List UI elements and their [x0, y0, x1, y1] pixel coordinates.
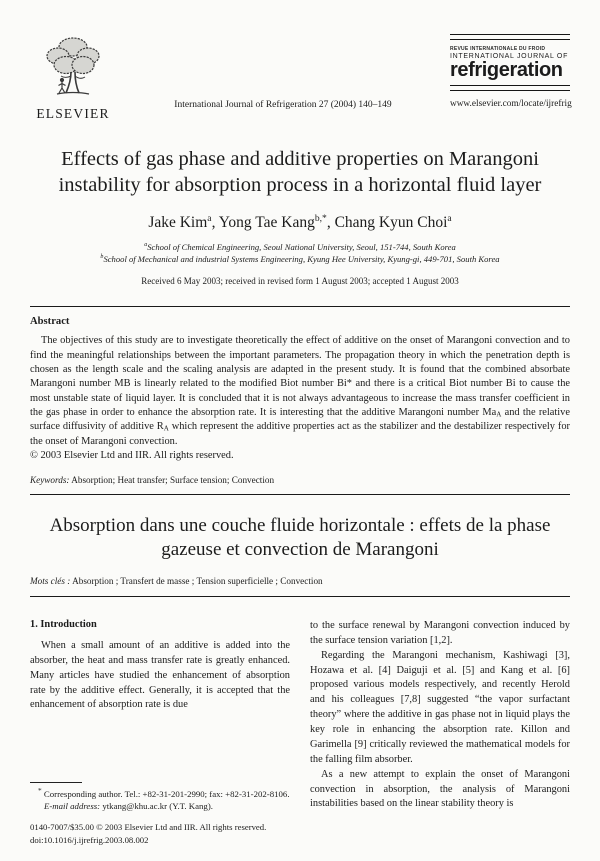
intro-paragraph: As a new attempt to explain the onset of Marangoni convection in absorption, the analysis of Marangoni instabilities based on the linear stability theory is	[310, 768, 570, 810]
journal-website-link[interactable]: www.elsevier.com/locate/ijrefrig	[450, 98, 572, 109]
intro-paragraph: When a small amount of an additive is added into the absorber, the heat and mass transfer rate is greatly enhanced. Many articles have studied the enhancement of absorption rate by the additive effect. Generally, it is accepted that the enhancement of absorption rate is due	[30, 639, 290, 711]
mots-cles-label: Mots clés :	[30, 575, 71, 586]
affiliation-mark: a	[144, 242, 148, 249]
section-rule	[30, 306, 570, 307]
section-rule	[30, 596, 570, 597]
copyright-line: © 2003 Elsevier Ltd and IIR. All rights reserved.	[30, 450, 234, 462]
author-affiliation-mark: b,*	[314, 213, 327, 225]
journal-citation: International Journal of Refrigeration 27 (2004) 140–149	[174, 100, 392, 110]
keywords-line	[30, 475, 570, 485]
author-affiliation-mark: a	[207, 213, 212, 225]
abstract-part: The objectives of this study are to investigate theoretically the effect of additive on the onset of Marangoni convection and to find the meaningful relationships between the important parameters. The propagation theory in which the penetration depth is chosen as the length scale and the scaling analysis are adapted in the present study. It is found that the combined absorbate Marangoni number MB is linearly related to the modified Biot number Bi* and there is a critical Biot number Bi to cause the most unstable state of liquid layer. It is concluded that it is not always advantageous to increase the mass transfer coefficient in the gas phase in order to enhance the absorption rate. It is interesting that the additive Marangoni number Ma	[30, 335, 570, 419]
affiliation-line	[30, 253, 570, 265]
keywords-text: Absorption; Heat transfer; Surface tension; Convection	[69, 474, 275, 485]
affiliation-line	[30, 241, 570, 253]
affiliation-mark: b	[100, 254, 104, 261]
double-rule-bottom	[450, 85, 570, 91]
affiliation-text: School of Mechanical and industrial Systems Engineering, Kyung Hee University, Kyung-gi, 449-701, South Korea	[103, 254, 500, 265]
abstract-text	[30, 334, 570, 449]
author-separator: ,	[326, 214, 335, 232]
elsevier-tree-icon	[42, 87, 104, 104]
journal-tagline-en: INTERNATIONAL JOURNAL OF	[450, 53, 569, 60]
abstract-subscript: A	[496, 410, 502, 419]
keywords-label: Keywords:	[30, 474, 70, 485]
footnote-text	[30, 786, 290, 800]
page-footer	[30, 821, 570, 846]
journal-tagline-fr: REVUE INTERNATIONALE DU FROID	[450, 45, 546, 52]
abstract-subscript: A	[163, 424, 169, 433]
author-name: Jake Kim	[148, 214, 208, 232]
abstract-part: and the relative surface diffusivity of additive R	[30, 407, 570, 433]
french-title: Absorption dans une couche fluide horizontale : effets de la phase gazeuse et convection de Marangoni	[49, 514, 551, 561]
email-label: E-mail address:	[44, 801, 101, 812]
issn-copyright-line: 0140-7007/$35.00 © 2003 Elsevier Ltd and IIR. All rights reserved.	[30, 822, 267, 833]
publisher-name: ELSEVIER	[36, 106, 110, 121]
article-body	[30, 619, 570, 812]
mots-cles-line	[30, 576, 570, 586]
author-affiliation-mark: a	[447, 213, 452, 225]
left-column	[30, 619, 290, 812]
section-rule	[30, 494, 570, 495]
introduction-heading: 1. Introduction	[30, 618, 97, 630]
double-rule-top	[450, 34, 570, 40]
corresponding-author-footnote	[30, 782, 290, 812]
footnote-star: *	[38, 786, 42, 796]
page-header	[30, 34, 570, 122]
intro-paragraph: Regarding the Marangoni mechanism, Kashiwagi [3], Hozawa et al. [4] Daiguji et al. [5] and Kang et al. [6] proposed various models respectively, and recently Herold and his colleagues [7,8] suggested “the vapor surfactant theory” where the additive in gas phase not in liquid plays the key role in enhancing the absorption rate. Killon and Garimella [9] critically reviewed the mathematical models for the falling film absorber.	[310, 649, 570, 765]
abstract-heading: Abstract	[30, 316, 70, 328]
affiliation-text: School of Chemical Engineering, Seoul National University, Seoul, 151-744, South Korea	[147, 242, 456, 253]
affiliations	[30, 241, 570, 265]
authors-line	[30, 213, 570, 232]
intro-paragraph: to the surface renewal by Marangoni convection induced by the surface tension variation [1,2].	[310, 619, 570, 646]
author-name: Yong Tae Kang	[218, 214, 315, 232]
article-title: Effects of gas phase and additive properties on Marangoni instability for absorption process in a horizontal fluid layer	[58, 148, 542, 197]
footnote-rule	[30, 782, 82, 783]
author-separator: ,	[211, 214, 219, 232]
footnote-body: Corresponding author. Tel.: +82-31-201-2990; fax: +82-31-202-8106.	[41, 789, 290, 800]
right-column	[310, 619, 570, 812]
author-name: Chang Kyun Choi	[334, 214, 448, 232]
mots-cles-text: Absorption ; Transfert de masse ; Tension superficielle ; Convection	[70, 575, 323, 586]
doi-line: doi:10.1016/j.ijrefrig.2003.08.002	[30, 834, 149, 845]
journal-logo	[450, 34, 570, 122]
abstract-part: which represent the additive properties act as the stabilizer and the destabilizer respectively for the onset of Marangoni convection.	[30, 421, 570, 447]
received-dates: Received 6 May 2003; received in revised form 1 August 2003; accepted 1 August 2003	[141, 276, 459, 287]
journal-name: refrigeration	[450, 59, 563, 81]
footnote-email-line	[30, 800, 290, 812]
publisher-logo	[30, 34, 116, 122]
email-address[interactable]: ytkang@khu.ac.kr (Y.T. Kang).	[100, 801, 213, 812]
